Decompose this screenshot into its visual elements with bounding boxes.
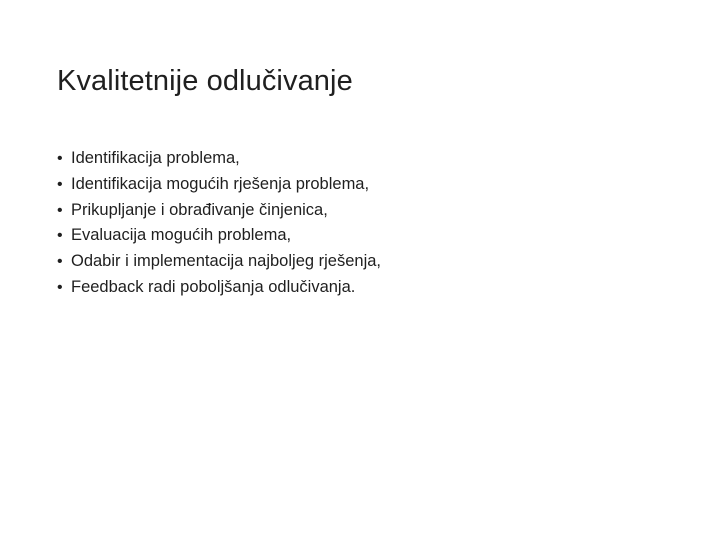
list-item	[57, 198, 381, 224]
bullet-dot: •	[57, 201, 63, 219]
bullet-dot: •	[57, 253, 63, 271]
list-item	[57, 275, 381, 301]
bullet-list	[57, 146, 381, 301]
list-item-text: Prikupljanje i obrađivanje činjenica,	[71, 200, 328, 219]
list-item	[57, 223, 381, 249]
list-item	[57, 249, 381, 275]
list-item-text: Feedback radi poboljšanja odlučivanja.	[71, 277, 356, 296]
bullet-dot: •	[57, 150, 63, 167]
list-item-text: Odabir i implementacija najboljeg rješenja,	[71, 252, 381, 271]
list-item-text: Identifikacija mogućih rješenja problema,	[71, 174, 370, 193]
list-item-text: Evaluacija mogućih problema,	[71, 226, 292, 245]
slide-title: Kvalitetnije odlučivanje	[57, 65, 353, 97]
bullet-dot: •	[57, 175, 63, 193]
bullet-dot: •	[57, 278, 63, 296]
list-item	[57, 172, 381, 198]
list-item-text: Identifikacija problema,	[71, 149, 240, 167]
bullet-dot: •	[57, 227, 63, 245]
list-item	[57, 146, 381, 172]
